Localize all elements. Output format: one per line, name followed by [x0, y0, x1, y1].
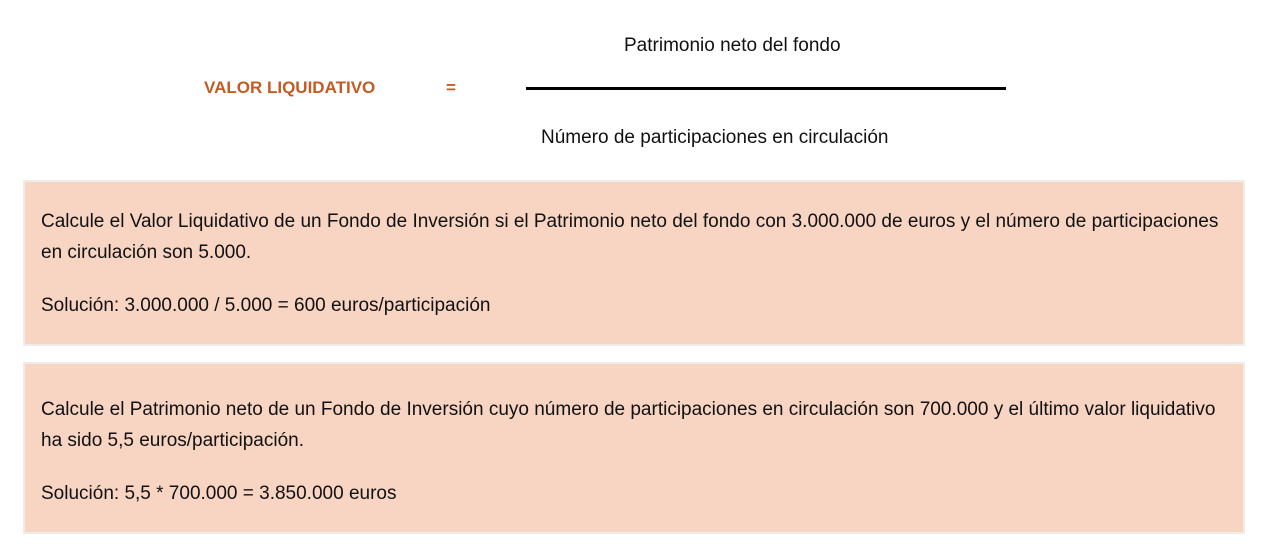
formula-numerator: Patrimonio neto del fondo [624, 35, 841, 56]
example-question: Calcule el Valor Liquidativo de un Fondo de Inversión si el Patrimonio neto del fondo con 3.000.000 de euros y el número de participaciones en circulación son 5.000. [41, 211, 1219, 263]
example-box-valor-liquidativo [23, 180, 1245, 346]
example-box-patrimonio-neto [23, 362, 1245, 534]
formula-equals-sign: = [446, 78, 456, 97]
example-solution: Solución: 5,5 * 700.000 = 3.850.000 euros [41, 483, 397, 504]
formula-label: VALOR LIQUIDATIVO [204, 78, 376, 97]
example-solution: Solución: 3.000.000 / 5.000 = 600 euros/participación [41, 295, 491, 316]
example-question: Calcule el Patrimonio neto de un Fondo de Inversión cuyo número de participaciones en circulación son 700.000 y el último valor liquidativo ha sido 5,5 euros/participación. [41, 399, 1216, 451]
formula-denominator: Número de participaciones en circulación [541, 127, 889, 148]
fraction-bar [526, 87, 1006, 90]
valor-liquidativo-formula [0, 0, 1272, 180]
